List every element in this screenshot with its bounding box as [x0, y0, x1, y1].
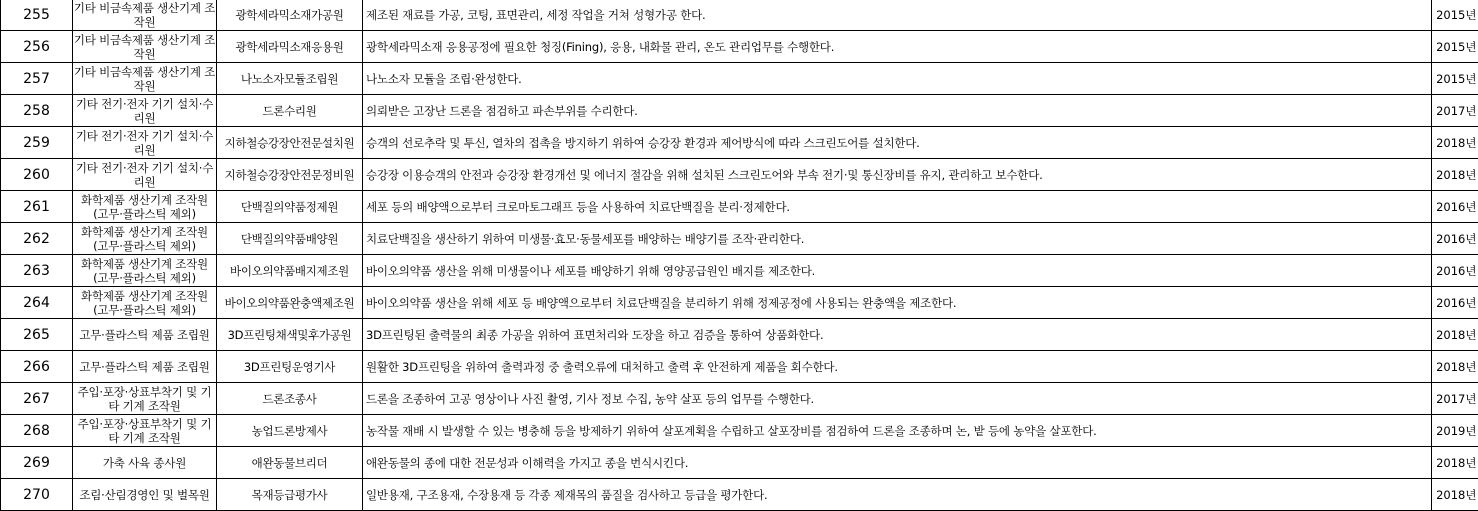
year-cell: 2016년 [1432, 287, 1478, 319]
table-row [1, 63, 1478, 95]
category-cell: 화학제품 생산기계 조작원 (고무·플라스틱 제외) [73, 287, 217, 319]
description-cell: 농작물 재배 시 발생할 수 있는 병충해 등을 방제하기 위하여 살포계획을 수립하고 살포장비를 점검하여 드론을 조종하며 논, 밭 등에 농약을 살포한다. [363, 415, 1432, 447]
table-row [1, 223, 1478, 255]
category-cell: 기타 전기·전자 기기 설치·수리원 [73, 159, 217, 191]
description-cell: 애완동물의 종에 대한 전문성과 이해력을 가지고 종을 번식시킨다. [363, 447, 1432, 479]
row-number-cell: 260 [1, 159, 73, 191]
description-cell: 승강장 이용승객의 안전과 승강장 환경개선 및 에너지 절감을 위해 설치된 스크린도어와 부속 전기·및 통신장비를 유지, 관리하고 보수한다. [363, 159, 1432, 191]
year-cell: 2016년 [1432, 223, 1478, 255]
description-cell: 광학세라믹소재 응용공정에 필요한 청징(Fining), 응용, 내화물 관리, 온도 관리업무를 수행한다. [363, 31, 1432, 63]
job-title-cell: 3D프린팅운영기사 [217, 351, 363, 383]
job-title-cell: 지하철승강장안전문정비원 [217, 159, 363, 191]
job-title-cell: 광학세라믹소재가공원 [217, 0, 363, 31]
table-row [1, 383, 1478, 415]
description-cell: 의뢰받은 고장난 드론을 점검하고 파손부위를 수리한다. [363, 95, 1432, 127]
description-cell: 바이오의약품 생산을 위해 미생물이나 세포를 배양하기 위해 영양공급원인 배지를 제조한다. [363, 255, 1432, 287]
table-row [1, 0, 1478, 31]
job-title-cell: 단백질의약품배양원 [217, 223, 363, 255]
job-title-cell: 단백질의약품정제원 [217, 191, 363, 223]
table-row [1, 95, 1478, 127]
job-title-cell: 나노소자모듈조립원 [217, 63, 363, 95]
job-title-cell: 드론수리원 [217, 95, 363, 127]
year-cell: 2015년 [1432, 63, 1478, 95]
year-cell: 2018년 [1432, 479, 1478, 511]
job-title-cell: 드론조종사 [217, 383, 363, 415]
category-cell: 기타 비금속제품 생산기계 조작원 [73, 63, 217, 95]
row-number-cell: 266 [1, 351, 73, 383]
description-cell: 바이오의약품 생산을 위해 세포 등 배양액으로부터 치료단백질을 분리하기 위해 정제공정에 사용되는 완충액을 제조한다. [363, 287, 1432, 319]
job-title-cell: 바이오의약품배지제조원 [217, 255, 363, 287]
year-cell: 2018년 [1432, 319, 1478, 351]
year-cell: 2015년 [1432, 31, 1478, 63]
description-cell: 일반용재, 구조용재, 수장용재 등 각종 제재목의 품질을 검사하고 등급을 평가한다. [363, 479, 1432, 511]
job-title-cell: 농업드론방제사 [217, 415, 363, 447]
row-number-cell: 265 [1, 319, 73, 351]
year-cell: 2017년 [1432, 95, 1478, 127]
description-cell: 치료단백질을 생산하기 위하여 미생물·효모·동물세포를 배양하는 배양기를 조작·관리한다. [363, 223, 1432, 255]
year-cell: 2016년 [1432, 255, 1478, 287]
table-row [1, 255, 1478, 287]
job-title-cell: 3D프린팅채색및후가공원 [217, 319, 363, 351]
category-cell: 주입·포장·상표부착기 및 기타 기계 조작원 [73, 415, 217, 447]
category-cell: 화학제품 생산기계 조작원 (고무·플라스틱 제외) [73, 255, 217, 287]
row-number-cell: 270 [1, 479, 73, 511]
category-cell: 주입·포장·상표부착기 및 기타 기계 조작원 [73, 383, 217, 415]
row-number-cell: 267 [1, 383, 73, 415]
table-row [1, 191, 1478, 223]
table-body [1, 0, 1478, 511]
category-cell: 기타 전기·전자 기기 설치·수리원 [73, 127, 217, 159]
description-cell: 제조된 재료를 가공, 코팅, 표면관리, 세정 작업을 거쳐 성형가공 한다. [363, 0, 1432, 31]
category-cell: 가축 사육 종사원 [73, 447, 217, 479]
job-title-cell: 바이오의약품완충액제조원 [217, 287, 363, 319]
description-cell: 나노소자 모듈을 조립·완성한다. [363, 63, 1432, 95]
table-row [1, 287, 1478, 319]
row-number-cell: 256 [1, 31, 73, 63]
year-cell: 2016년 [1432, 191, 1478, 223]
description-cell: 드론을 조종하여 고공 영상이나 사진 촬영, 기사 정보 수집, 농약 살포 등의 업무를 수행한다. [363, 383, 1432, 415]
table-row [1, 447, 1478, 479]
job-title-cell: 목재등급평가사 [217, 479, 363, 511]
description-cell: 원활한 3D프린팅을 위하여 출력과정 중 출력오류에 대처하고 출력 후 안전하게 제품을 회수한다. [363, 351, 1432, 383]
table-row [1, 31, 1478, 63]
year-cell: 2018년 [1432, 351, 1478, 383]
year-cell: 2018년 [1432, 159, 1478, 191]
category-cell: 기타 비금속제품 생산기계 조작원 [73, 0, 217, 31]
category-cell: 화학제품 생산기계 조작원 (고무·플라스틱 제외) [73, 223, 217, 255]
row-number-cell: 264 [1, 287, 73, 319]
row-number-cell: 257 [1, 63, 73, 95]
category-cell: 기타 전기·전자 기기 설치·수리원 [73, 95, 217, 127]
row-number-cell: 268 [1, 415, 73, 447]
year-cell: 2019년 [1432, 415, 1478, 447]
row-number-cell: 263 [1, 255, 73, 287]
job-title-cell: 지하철승강장안전문설치원 [217, 127, 363, 159]
row-number-cell: 255 [1, 0, 73, 31]
row-number-cell: 269 [1, 447, 73, 479]
category-cell: 고무·플라스틱 제품 조립원 [73, 319, 217, 351]
row-number-cell: 259 [1, 127, 73, 159]
table-row [1, 319, 1478, 351]
row-number-cell: 261 [1, 191, 73, 223]
year-cell: 2018년 [1432, 127, 1478, 159]
year-cell: 2015년 [1432, 0, 1478, 31]
category-cell: 고무·플라스틱 제품 조립원 [73, 351, 217, 383]
table-row [1, 415, 1478, 447]
table-row [1, 351, 1478, 383]
category-cell: 기타 비금속제품 생산기계 조작원 [73, 31, 217, 63]
year-cell: 2018년 [1432, 447, 1478, 479]
category-cell: 조림·산림경영인 및 벌목원 [73, 479, 217, 511]
row-number-cell: 262 [1, 223, 73, 255]
table-row [1, 159, 1478, 191]
row-number-cell: 258 [1, 95, 73, 127]
description-cell: 승객의 선로추락 및 투신, 열차의 접촉을 방지하기 위하여 승강장 환경과 제어방식에 따라 스크린도어를 설치한다. [363, 127, 1432, 159]
job-title-cell: 광학세라믹소재응용원 [217, 31, 363, 63]
job-title-cell: 애완동물브리더 [217, 447, 363, 479]
table-row [1, 479, 1478, 511]
table-row [1, 127, 1478, 159]
category-cell: 화학제품 생산기계 조작원 (고무·플라스틱 제외) [73, 191, 217, 223]
description-cell: 세포 등의 배양액으로부터 크로마토그래프 등을 사용하여 치료단백질을 분리·정제한다. [363, 191, 1432, 223]
year-cell: 2017년 [1432, 383, 1478, 415]
description-cell: 3D프린팅된 출력물의 최종 가공을 위하여 표면처리와 도장을 하고 검증을 통하여 상품화한다. [363, 319, 1432, 351]
